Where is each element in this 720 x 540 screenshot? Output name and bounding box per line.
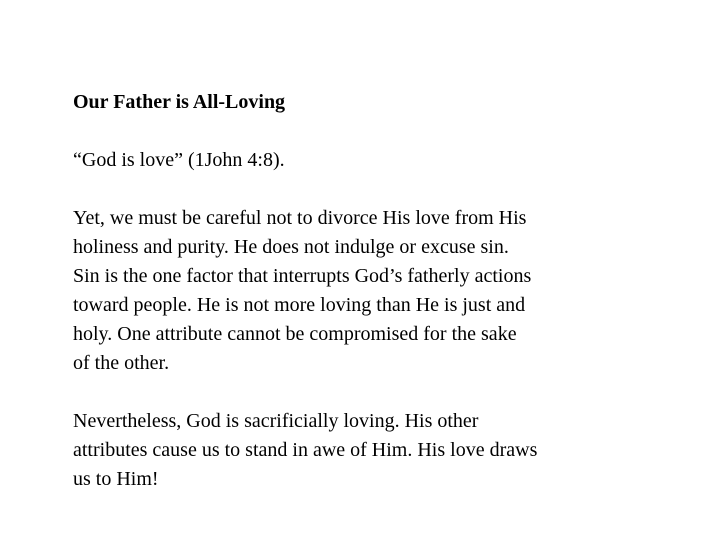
paragraph-2-line: Nevertheless, God is sacrificially loving. His other [73,410,479,432]
scripture-quote: “God is love” (1John 4:8). [73,149,285,171]
paragraph-1-line: Yet, we must be careful not to divorce His love from His [73,207,527,229]
paragraph-1-line: Sin is the one factor that interrupts God’s fatherly actions [73,265,532,287]
body-paragraph-2 [73,407,673,494]
paragraph-1-line: of the other. [73,352,170,374]
paragraph-1-line: holiness and purity. He does not indulge or excuse sin. [73,236,509,258]
paragraph-1-line: toward people. He is not more loving than He is just and [73,294,526,316]
slide-title: Our Father is All-Loving [73,91,286,113]
paragraph-2-line: attributes cause us to stand in awe of Him. His love draws [73,439,538,461]
paragraph-2-line: us to Him! [73,468,159,490]
slide-content [73,88,673,494]
body-paragraph-1 [73,204,673,378]
paragraph-1-line: holy. One attribute cannot be compromised for the sake [73,323,517,345]
